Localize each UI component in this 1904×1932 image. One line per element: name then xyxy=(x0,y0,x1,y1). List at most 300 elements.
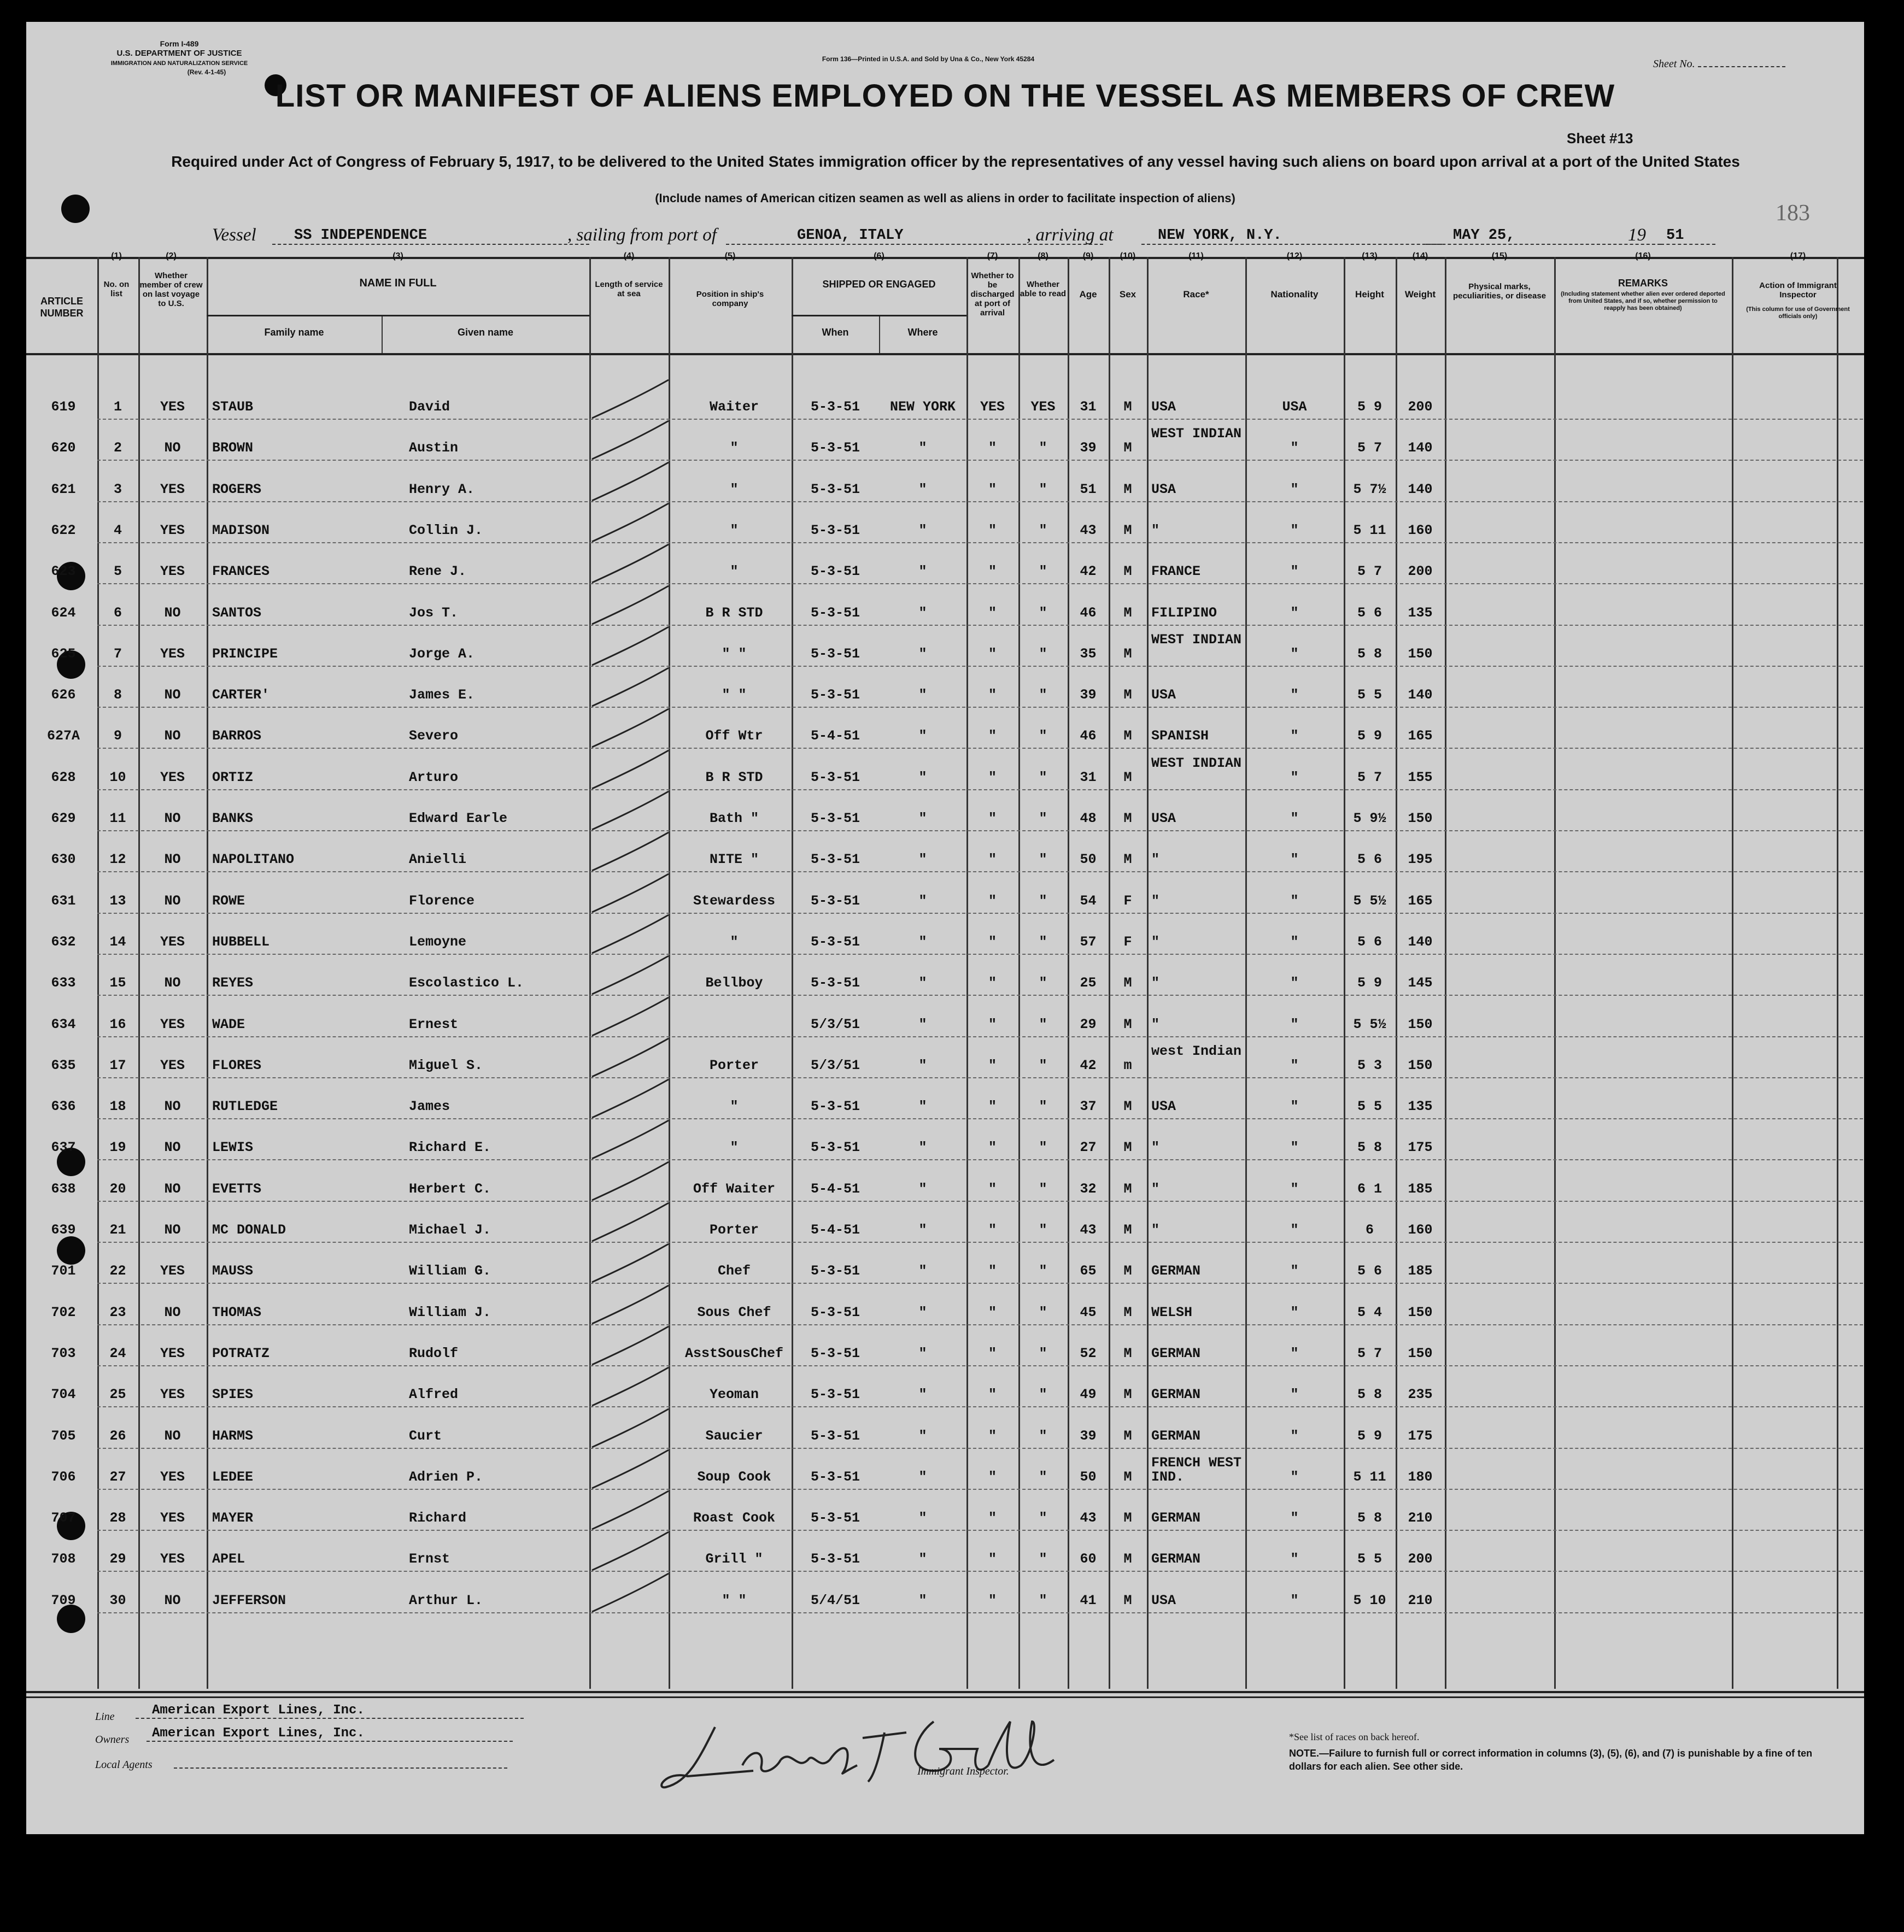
row-race: SPANISH xyxy=(1151,728,1209,744)
row-age: 49 xyxy=(1080,1387,1097,1403)
arriving-label: , arriving at xyxy=(1027,225,1114,245)
row-crew: YES xyxy=(160,769,185,785)
row-position: Grill " xyxy=(705,1551,763,1567)
service-slash-mark xyxy=(589,830,671,873)
col-6-num: (6) xyxy=(874,251,884,261)
row-sex: M xyxy=(1123,645,1132,662)
col-1-num: (1) xyxy=(111,251,122,261)
row-height: 5 9 xyxy=(1357,975,1382,991)
column-separator xyxy=(1147,257,1149,1689)
row-weight: 150 xyxy=(1408,1057,1433,1073)
row-sex: M xyxy=(1123,1469,1132,1485)
service-slash-mark xyxy=(589,1406,671,1450)
service-slash-mark xyxy=(589,1159,671,1203)
row-race: WEST INDIAN xyxy=(1151,631,1242,648)
row-able-to-read: " xyxy=(1039,1140,1047,1156)
row-shipped-when: 5-4-51 xyxy=(810,1181,860,1197)
row-height: 5 9 xyxy=(1357,728,1382,744)
row-family-name: POTRATZ xyxy=(212,1345,270,1361)
port-name: GENOA, ITALY xyxy=(726,227,1103,245)
row-no: 21 xyxy=(109,1222,126,1238)
row-height: 5 5 xyxy=(1357,1551,1382,1567)
row-article: 634 xyxy=(51,1016,76,1032)
row-article: 632 xyxy=(51,933,76,950)
sheet-no-label: Sheet No. xyxy=(1653,58,1695,70)
column-separator xyxy=(1732,257,1733,1689)
col-3-divider xyxy=(207,315,589,316)
row-sex: M xyxy=(1123,1592,1132,1608)
row-race: WEST INDIAN xyxy=(1151,426,1242,442)
service-slash-mark xyxy=(589,501,671,544)
row-crew: YES xyxy=(160,481,185,497)
row-nationality: " xyxy=(1290,1469,1299,1485)
row-no: 7 xyxy=(113,645,122,662)
service-slash-mark xyxy=(589,1077,671,1120)
row-family-name: MADISON xyxy=(212,522,270,538)
row-family-name: SPIES xyxy=(212,1387,254,1403)
row-height: 5 5½ xyxy=(1353,1016,1386,1032)
row-shipped-where: " xyxy=(918,892,927,909)
row-height: 5 9 xyxy=(1357,1428,1382,1444)
row-article: 623 xyxy=(51,563,76,580)
row-shipped-when: 5-3-51 xyxy=(810,811,860,826)
row-sex: M xyxy=(1123,811,1132,826)
year-prefix: 19 xyxy=(1628,225,1646,245)
row-given-name: Alfred xyxy=(409,1387,459,1403)
row-able-to-read: " xyxy=(1039,1551,1047,1567)
row-age: 45 xyxy=(1080,1304,1097,1320)
row-given-name: Austin xyxy=(409,440,459,456)
row-able-to-read: YES xyxy=(1030,399,1056,415)
manifest-sheet xyxy=(26,22,1864,1834)
row-rule xyxy=(97,1612,1863,1613)
column-separator xyxy=(207,257,208,1689)
row-weight: 165 xyxy=(1408,728,1433,744)
row-age: 43 xyxy=(1080,1510,1097,1526)
row-crew: NO xyxy=(164,975,181,991)
row-shipped-when: 5/3/51 xyxy=(810,1057,860,1073)
row-rule xyxy=(97,707,1863,708)
service-slash-mark xyxy=(589,995,671,1038)
row-race: GERMAN xyxy=(1151,1387,1201,1403)
row-weight: 200 xyxy=(1408,1551,1433,1567)
row-rule xyxy=(97,1201,1863,1202)
row-no: 19 xyxy=(109,1140,126,1156)
row-no: 12 xyxy=(109,852,126,868)
row-height: 5 9½ xyxy=(1353,811,1386,826)
row-race: GERMAN xyxy=(1151,1428,1201,1444)
row-shipped-where: " xyxy=(918,604,927,621)
row-able-to-read: " xyxy=(1039,1181,1047,1197)
agents-value xyxy=(174,1766,507,1769)
row-family-name: BARROS xyxy=(212,728,262,744)
row-family-name: HUBBELL xyxy=(212,933,270,950)
row-discharged: YES xyxy=(980,399,1005,415)
row-discharged: " xyxy=(988,440,997,456)
row-rule xyxy=(97,1036,1863,1037)
col-3b-header: Given name xyxy=(457,327,514,338)
row-article: 707 xyxy=(51,1510,76,1526)
row-family-name: JEFFERSON xyxy=(212,1592,286,1608)
row-shipped-when: 5-3-51 xyxy=(810,1345,860,1361)
row-article: 637 xyxy=(51,1140,76,1156)
row-sex: M xyxy=(1123,440,1132,456)
row-shipped-when: 5-3-51 xyxy=(810,604,860,621)
row-sex: M xyxy=(1123,769,1132,785)
col-6a-header: When xyxy=(822,327,849,338)
service-slash-mark xyxy=(589,460,671,503)
row-no: 10 xyxy=(109,769,126,785)
row-sex: M xyxy=(1123,1510,1132,1526)
row-age: 32 xyxy=(1080,1181,1097,1197)
row-shipped-where: " xyxy=(918,563,927,580)
row-sex: F xyxy=(1123,892,1132,909)
row-able-to-read: " xyxy=(1039,645,1047,662)
row-rule xyxy=(97,542,1863,543)
row-no: 27 xyxy=(109,1469,126,1485)
row-position: " xyxy=(730,1140,739,1156)
vessel-label: Vessel xyxy=(212,225,256,245)
arrival-port: NEW YORK, N.Y. xyxy=(1141,227,1442,245)
row-nationality: " xyxy=(1290,481,1299,497)
row-article: 705 xyxy=(51,1428,76,1444)
row-rule xyxy=(97,995,1863,996)
row-height: 5 8 xyxy=(1357,1510,1382,1526)
row-height: 5 4 xyxy=(1357,1304,1382,1320)
row-weight: 160 xyxy=(1408,522,1433,538)
row-family-name: THOMAS xyxy=(212,1304,262,1320)
row-position: AsstSousChef xyxy=(684,1345,784,1361)
row-given-name: Arturo xyxy=(409,769,459,785)
row-discharged: " xyxy=(988,892,997,909)
row-height: 5 6 xyxy=(1357,933,1382,950)
row-no: 14 xyxy=(109,933,126,950)
row-able-to-read: " xyxy=(1039,1469,1047,1485)
row-able-to-read: " xyxy=(1039,1222,1047,1238)
row-position: Sous Chef xyxy=(697,1304,771,1320)
row-shipped-where: " xyxy=(918,1222,927,1238)
row-given-name: Ernest xyxy=(409,1016,459,1032)
col-11-header: Race* xyxy=(1183,289,1209,300)
row-position: Waiter xyxy=(709,399,759,415)
row-shipped-when: 5-3-51 xyxy=(810,1428,860,1444)
owners-label: Owners xyxy=(95,1734,130,1746)
row-age: 29 xyxy=(1080,1016,1097,1032)
col-8-num: (8) xyxy=(1038,251,1048,261)
col-17-note: (This column for use of Government officials only) xyxy=(1746,306,1850,320)
row-shipped-where: " xyxy=(918,1387,927,1403)
row-shipped-where: " xyxy=(918,440,927,456)
service-slash-mark xyxy=(589,912,671,956)
row-position: " xyxy=(730,440,739,456)
row-discharged: " xyxy=(988,1304,997,1320)
row-age: 52 xyxy=(1080,1345,1097,1361)
service-slash-mark xyxy=(589,624,671,668)
row-discharged: " xyxy=(988,1510,997,1526)
agents-label: Local Agents xyxy=(95,1759,153,1771)
row-able-to-read: " xyxy=(1039,1510,1047,1526)
row-position: " xyxy=(730,563,739,580)
service-slash-mark xyxy=(589,583,671,627)
row-rule xyxy=(97,1159,1863,1160)
row-given-name: Richard E. xyxy=(409,1140,491,1156)
row-position: Porter xyxy=(709,1222,759,1238)
row-position: Saucier xyxy=(705,1428,763,1444)
row-shipped-when: 5-3-51 xyxy=(810,975,860,991)
column-separator xyxy=(1445,257,1446,1689)
row-given-name: David xyxy=(409,399,450,415)
row-family-name: LEWIS xyxy=(212,1140,254,1156)
row-position: " " xyxy=(722,687,747,703)
row-shipped-where: " xyxy=(918,1304,927,1320)
row-height: 5 6 xyxy=(1357,852,1382,868)
row-age: 31 xyxy=(1080,769,1097,785)
row-position: " xyxy=(730,933,739,950)
row-age: 43 xyxy=(1080,522,1097,538)
row-rule xyxy=(97,1365,1863,1366)
col-6b-header: Where xyxy=(907,327,938,338)
row-sex: M xyxy=(1123,399,1132,415)
row-position: Stewardess xyxy=(693,892,776,909)
row-no: 3 xyxy=(113,481,122,497)
row-family-name: FRANCES xyxy=(212,563,270,580)
row-crew: NO xyxy=(164,604,181,621)
row-family-name: NAPOLITANO xyxy=(212,852,295,868)
row-article: 639 xyxy=(51,1222,76,1238)
row-weight: 140 xyxy=(1408,481,1433,497)
inspector-label: Immigrant Inspector. xyxy=(917,1765,1009,1777)
row-weight: 185 xyxy=(1408,1263,1433,1279)
row-article: 622 xyxy=(51,522,76,538)
row-sex: M xyxy=(1123,728,1132,744)
row-family-name: CARTER' xyxy=(212,687,270,703)
row-rule xyxy=(97,1406,1863,1407)
row-given-name: Lemoyne xyxy=(409,933,467,950)
row-able-to-read: " xyxy=(1039,892,1047,909)
service-slash-mark xyxy=(589,377,671,421)
row-crew: NO xyxy=(164,1181,181,1197)
row-weight: 235 xyxy=(1408,1387,1433,1403)
row-given-name: Arthur L. xyxy=(409,1592,483,1608)
row-age: 42 xyxy=(1080,563,1097,580)
row-family-name: MC DONALD xyxy=(212,1222,286,1238)
row-shipped-where: " xyxy=(918,1469,927,1485)
col-12-num: (12) xyxy=(1286,251,1303,261)
row-sex: M xyxy=(1123,1551,1132,1567)
row-no: 9 xyxy=(113,728,122,744)
row-shipped-where: " xyxy=(918,481,927,497)
row-shipped-when: 5-4-51 xyxy=(810,1222,860,1238)
col-2-header: Whether member of crew on last voyage to U.S. xyxy=(139,271,203,308)
row-article: 702 xyxy=(51,1304,76,1320)
col-7-header: Whether to be discharged at port of arrival xyxy=(970,271,1015,318)
row-weight: 145 xyxy=(1408,975,1433,991)
row-family-name: WADE xyxy=(212,1016,245,1032)
row-family-name: REYES xyxy=(212,975,254,991)
service-slash-mark xyxy=(589,1447,671,1491)
row-race: GERMAN xyxy=(1151,1551,1201,1567)
row-discharged: " xyxy=(988,563,997,580)
row-discharged: " xyxy=(988,1057,997,1073)
col-article: ARTICLE NUMBER xyxy=(40,296,84,319)
sheet-no xyxy=(1653,58,1785,71)
row-height: 5 6 xyxy=(1357,1263,1382,1279)
row-discharged: " xyxy=(988,481,997,497)
row-discharged: " xyxy=(988,1592,997,1608)
row-rule xyxy=(97,1324,1863,1325)
row-nationality: " xyxy=(1290,1387,1299,1403)
row-nationality: " xyxy=(1290,1510,1299,1526)
service-slash-mark xyxy=(589,953,671,997)
col-13-num: (13) xyxy=(1362,251,1378,261)
row-able-to-read: " xyxy=(1039,1304,1047,1320)
row-sex: M xyxy=(1123,1428,1132,1444)
row-shipped-where: " xyxy=(918,852,927,868)
row-family-name: STAUB xyxy=(212,399,254,415)
row-rule xyxy=(97,1283,1863,1284)
col-16-note: (Including statement whether alien ever ordered deported from United States, and if so, whether permission to reapply has been obtained) xyxy=(1561,291,1725,312)
row-shipped-where: " xyxy=(918,1181,927,1197)
row-given-name: James E. xyxy=(409,687,475,703)
service: IMMIGRATION AND NATURALIZATION SERVICE xyxy=(110,60,248,67)
row-sex: M xyxy=(1123,1304,1132,1320)
row-sex: M xyxy=(1123,1263,1132,1279)
row-rule xyxy=(97,1242,1863,1243)
row-able-to-read: " xyxy=(1039,563,1047,580)
line-label: Line xyxy=(95,1711,115,1723)
row-able-to-read: " xyxy=(1039,1099,1047,1115)
row-given-name: Jorge A. xyxy=(409,645,475,662)
row-family-name: PRINCIPE xyxy=(212,645,278,662)
row-family-name: ORTIZ xyxy=(212,769,254,785)
row-no: 15 xyxy=(109,975,126,991)
row-height: 5 8 xyxy=(1357,645,1382,662)
row-given-name: Florence xyxy=(409,892,475,909)
arrival-date: MAY 25, xyxy=(1426,227,1661,245)
row-crew: NO xyxy=(164,1099,181,1115)
row-race: USA xyxy=(1151,481,1176,497)
row-shipped-when: 5-3-51 xyxy=(810,481,860,497)
row-nationality: " xyxy=(1290,933,1299,950)
row-crew: YES xyxy=(160,563,185,580)
row-shipped-when: 5-3-51 xyxy=(810,1304,860,1320)
row-weight: 210 xyxy=(1408,1592,1433,1608)
row-weight: 200 xyxy=(1408,399,1433,415)
row-crew: YES xyxy=(160,1057,185,1073)
row-crew: YES xyxy=(160,1510,185,1526)
row-race: " xyxy=(1151,892,1160,909)
row-shipped-where: " xyxy=(918,522,927,538)
col-5-num: (5) xyxy=(724,251,736,261)
row-height: 5 3 xyxy=(1357,1057,1382,1073)
row-race: USA xyxy=(1151,399,1176,415)
row-shipped-when: 5-3-51 xyxy=(810,769,860,785)
row-discharged: " xyxy=(988,1387,997,1403)
row-sex: m xyxy=(1123,1057,1132,1073)
col-10-num: (10) xyxy=(1120,251,1136,261)
row-rule xyxy=(97,954,1863,955)
row-family-name: BROWN xyxy=(212,440,254,456)
row-sex: M xyxy=(1123,1140,1132,1156)
row-rule xyxy=(97,789,1863,790)
row-crew: NO xyxy=(164,687,181,703)
row-crew: YES xyxy=(160,1387,185,1403)
row-crew: NO xyxy=(164,1304,181,1320)
row-discharged: " xyxy=(988,687,997,703)
col-13-header: Height xyxy=(1355,289,1384,300)
row-rule xyxy=(97,1530,1863,1531)
row-given-name: Anielli xyxy=(409,852,467,868)
year-suffix: 51 xyxy=(1661,227,1715,245)
row-article: 629 xyxy=(51,811,76,826)
row-shipped-when: 5-3-51 xyxy=(810,892,860,909)
row-nationality: " xyxy=(1290,1592,1299,1608)
header-bottom-rule xyxy=(26,353,1864,355)
row-height: 5 7 xyxy=(1357,440,1382,456)
row-nationality: " xyxy=(1290,769,1299,785)
row-shipped-where: " xyxy=(918,1140,927,1156)
races-note: *See list of races on back hereof. xyxy=(1289,1731,1420,1742)
department: U.S. DEPARTMENT OF JUSTICE xyxy=(116,49,242,58)
row-age: 51 xyxy=(1080,481,1097,497)
row-age: 35 xyxy=(1080,645,1097,662)
row-able-to-read: " xyxy=(1039,1016,1047,1032)
row-race: " xyxy=(1151,1140,1160,1156)
row-article: 638 xyxy=(51,1181,76,1197)
row-weight: 140 xyxy=(1408,933,1433,950)
row-shipped-when: 5-3-51 xyxy=(810,563,860,580)
row-shipped-where: " xyxy=(918,933,927,950)
row-shipped-when: 5-4-51 xyxy=(810,728,860,744)
row-position: " " xyxy=(722,645,747,662)
row-position: B R STD xyxy=(705,769,763,785)
row-age: 39 xyxy=(1080,687,1097,703)
row-article: 619 xyxy=(51,399,76,415)
row-age: 39 xyxy=(1080,1428,1097,1444)
row-age: 57 xyxy=(1080,933,1097,950)
row-article: 620 xyxy=(51,440,76,456)
service-slash-mark xyxy=(589,1571,671,1614)
row-crew: NO xyxy=(164,728,181,744)
owners-value: American Export Lines, Inc. xyxy=(147,1726,513,1742)
form-code: Form I-489 xyxy=(160,39,199,48)
row-crew: YES xyxy=(160,933,185,950)
row-nationality: " xyxy=(1290,687,1299,703)
row-given-name: Escolastico L. xyxy=(409,975,524,991)
row-given-name: Henry A. xyxy=(409,481,475,497)
row-crew: YES xyxy=(160,1469,185,1485)
col-16-header: REMARKS xyxy=(1618,278,1668,289)
row-weight: 200 xyxy=(1408,563,1433,580)
row-position: Chef xyxy=(717,1263,751,1279)
row-shipped-where: " xyxy=(918,687,927,703)
service-slash-mark xyxy=(589,1283,671,1326)
row-race: GERMAN xyxy=(1151,1510,1201,1526)
col-4-header: Length of service at sea xyxy=(595,280,663,298)
row-given-name: Edward Earle xyxy=(409,811,508,826)
row-rule xyxy=(97,419,1863,420)
row-age: 42 xyxy=(1080,1057,1097,1073)
row-position: " xyxy=(730,1099,739,1115)
row-able-to-read: " xyxy=(1039,481,1047,497)
row-article: 631 xyxy=(51,892,76,909)
column-separator xyxy=(1554,257,1556,1689)
row-able-to-read: " xyxy=(1039,440,1047,456)
row-shipped-where: " xyxy=(918,1099,927,1115)
row-age: 27 xyxy=(1080,1140,1097,1156)
row-no: 28 xyxy=(109,1510,126,1526)
row-family-name: SANTOS xyxy=(212,604,262,621)
